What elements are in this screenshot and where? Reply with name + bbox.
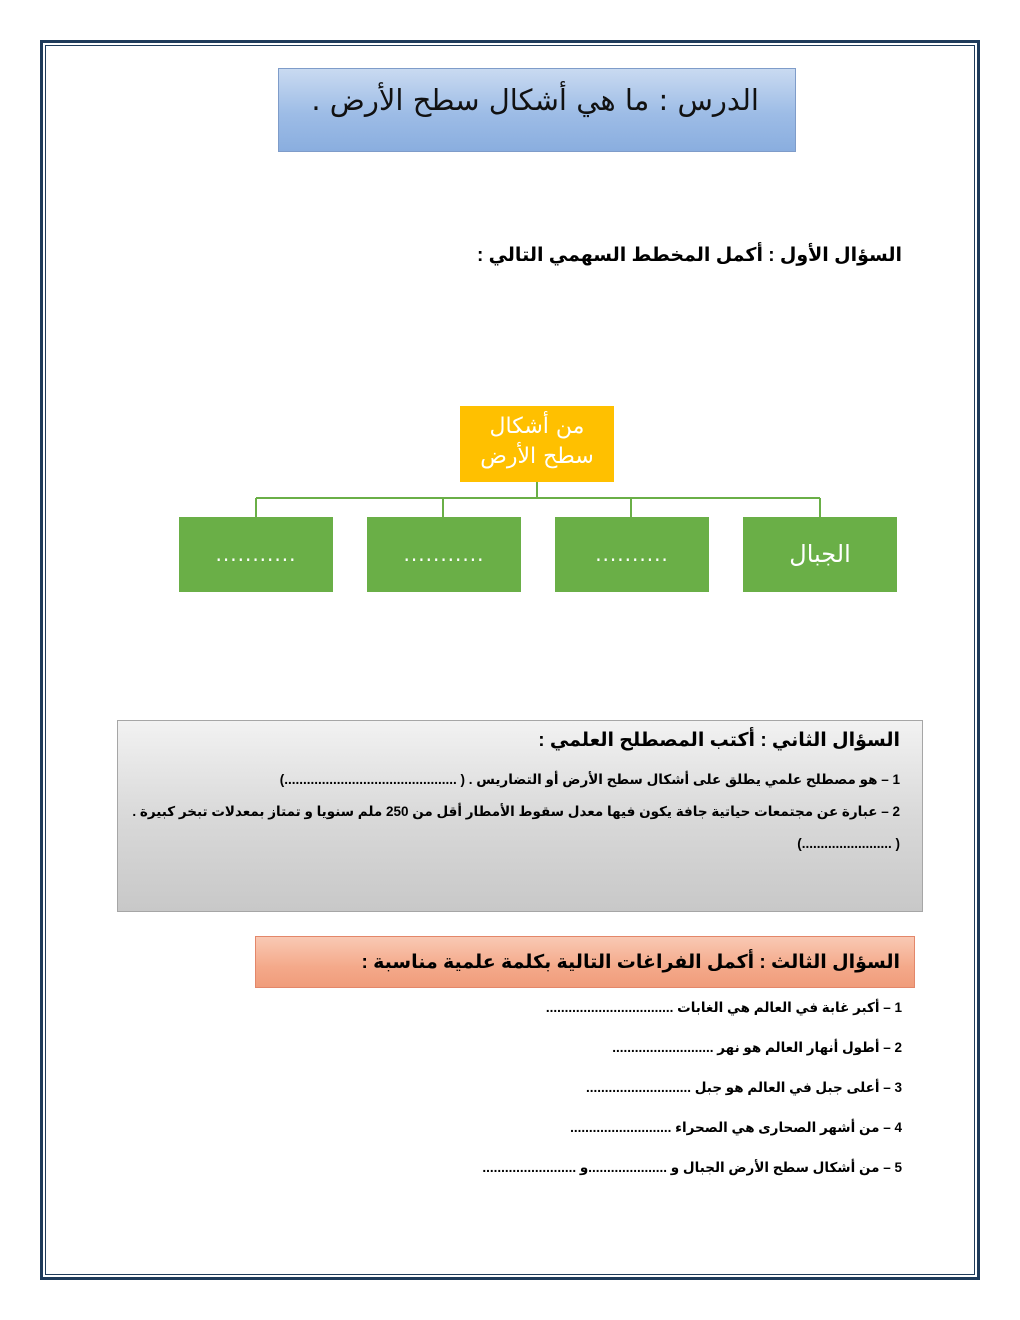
- question-3-item-1[interactable]: 1 – أكبر غابة في العالم هي الغابات ..................................: [545, 1000, 902, 1015]
- lesson-title: الدرس : ما هي أشكال سطح الأرض .: [278, 68, 796, 152]
- root-line-2: سطح الأرض: [480, 444, 594, 469]
- question-3-item-2[interactable]: 2 – أطول أنهار العالم هو نهر ...........................: [612, 1040, 902, 1055]
- leaf-blank-4[interactable]: ...........: [179, 517, 333, 592]
- question-3-heading: السؤال الثالث : أكمل الفراغات التالية بكلمة علمية مناسبة :: [255, 936, 915, 988]
- question-2-item-1: 1 – هو مصطلح علمي يطلق على أشكال سطح الأرض أو التضاريس . ( ..............................................): [279, 772, 900, 787]
- tree-root-node: [460, 406, 614, 482]
- leaf-mountains: الجبال: [743, 517, 897, 592]
- leaf-blank-3[interactable]: ...........: [367, 517, 521, 592]
- question-3-item-3[interactable]: 3 – أعلى جبل في العالم هو جبل ............................: [585, 1080, 902, 1095]
- question-1-heading: السؤال الأول : أكمل المخطط السهمي التالي :: [476, 245, 902, 266]
- question-3-list: [342, 996, 902, 1196]
- leaf-blank-2[interactable]: ..........: [555, 517, 709, 592]
- question-2-item-2: 2 – عبارة عن مجتمعات حياتية جافة يكون فيها معدل سقوط الأمطار أقل من 250 ملم سنويا و تمتاز بمعدلات تبخر كبيرة .: [132, 804, 900, 819]
- question-3-item-4[interactable]: 4 – من أشهر الصحارى هي الصحراء ...........................: [570, 1120, 902, 1135]
- question-2-item-2-answer[interactable]: ( ........................): [797, 836, 900, 851]
- root-line-1: من أشكال: [489, 414, 585, 439]
- question-2-box: [117, 720, 923, 912]
- question-2-heading: السؤال الثاني : أكتب المصطلح العلمي :: [538, 730, 900, 751]
- question-3-item-5[interactable]: 5 – من أشكال سطح الأرض الجبال و .....................و .........................: [482, 1160, 902, 1175]
